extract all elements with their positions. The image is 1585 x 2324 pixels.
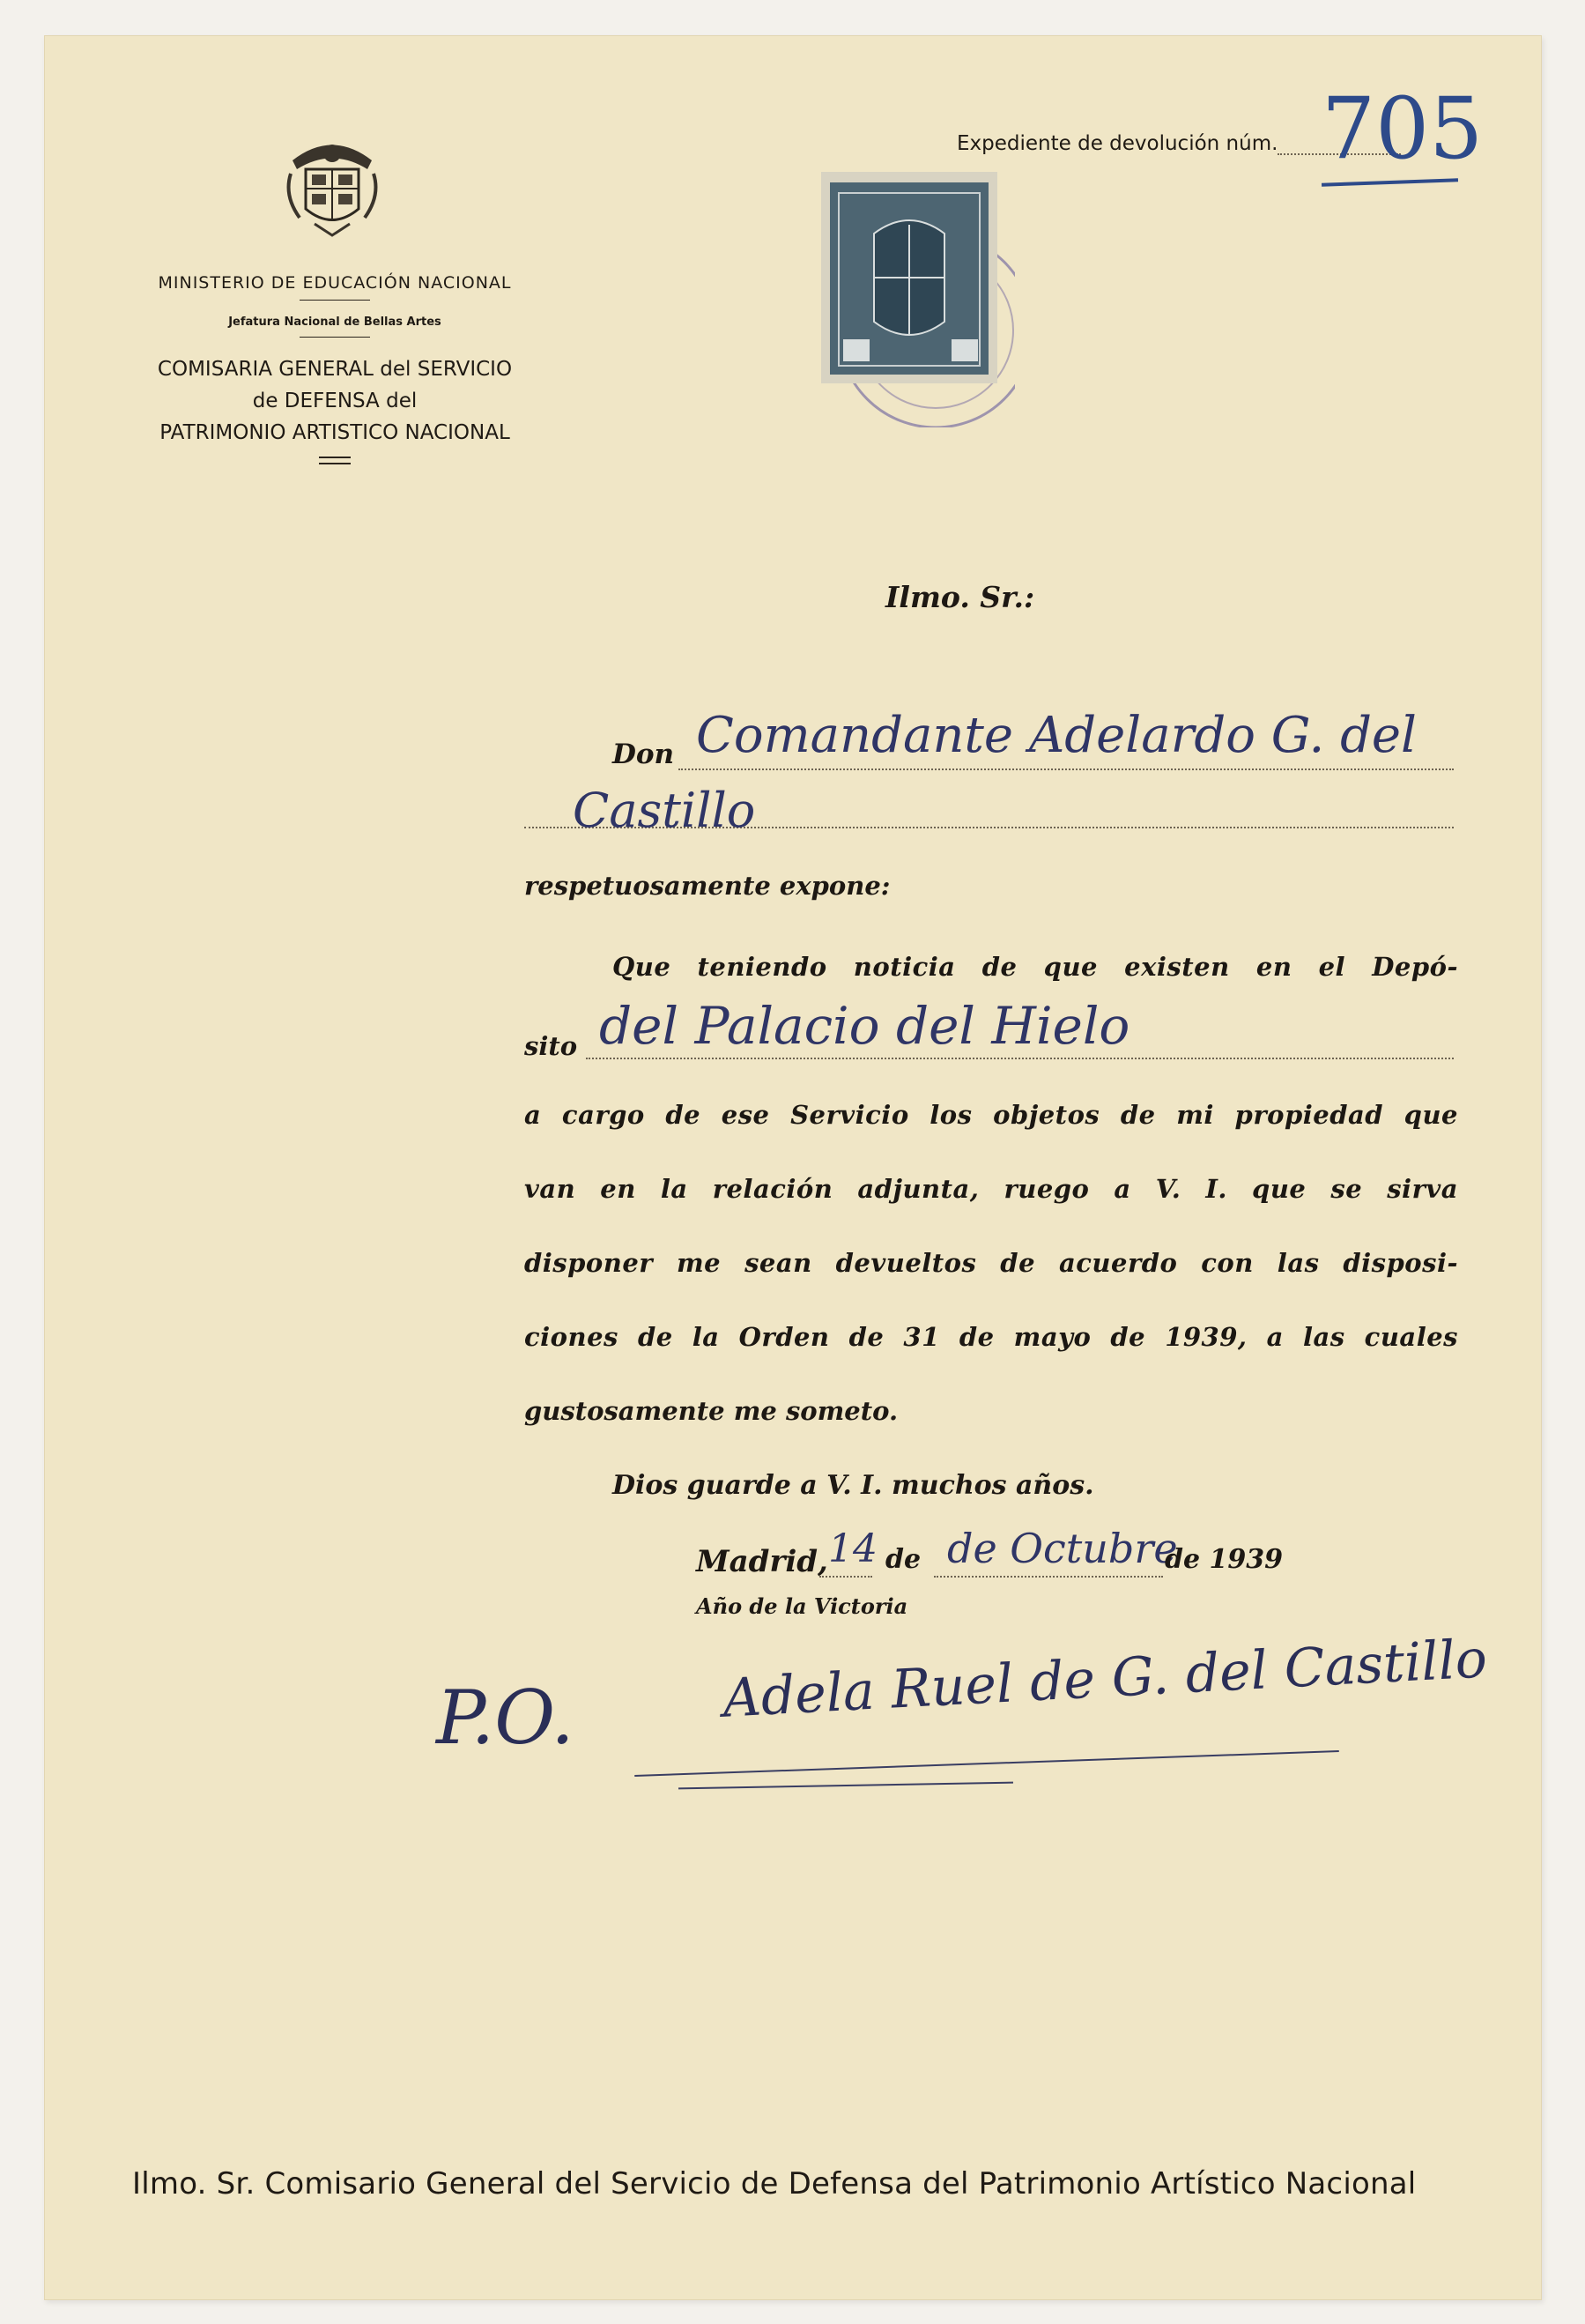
paragraph-line-7: gustosamente me someto.: [524, 1396, 899, 1426]
number-underline: [1322, 178, 1458, 186]
month-dotted-line: [934, 1576, 1163, 1578]
ministry-name: MINISTERIO DE EDUCACIÓN NACIONAL: [158, 273, 512, 293]
paragraph-line-5: disponer me sean devueltos de acuerdo con las disposi-: [524, 1248, 1458, 1278]
paragraph-line-3: a cargo de ese Servicio los objetos de mi propiedad que: [524, 1100, 1458, 1130]
year-text: de 1939: [1165, 1544, 1284, 1575]
month-handwritten: de Octubre: [947, 1525, 1178, 1572]
year-note: Año de la Victoria: [696, 1593, 908, 1619]
coat-of-arms-icon: [284, 134, 381, 240]
expediente-number: 705: [1322, 79, 1484, 178]
name-handwritten-1: Comandante Adelardo G. del: [696, 707, 1417, 764]
signature-stroke: [634, 1750, 1339, 1777]
expone-text: respetuosamente expone:: [524, 871, 891, 901]
signature: Adela Ruel de G. del Castillo: [721, 1628, 1489, 1730]
don-label: Don: [612, 739, 675, 770]
name-dotted-line-1: [678, 768, 1454, 770]
addressee-footer: Ilmo. Sr. Comisario General del Servicio de Defensa del Patrimonio Artístico Nacional: [132, 2166, 1417, 2201]
paragraph-sito: sito: [524, 1031, 578, 1061]
po-handwritten: P.O.: [436, 1674, 574, 1761]
deposit-dotted-line: [586, 1058, 1454, 1059]
day-handwritten: 14: [828, 1526, 878, 1571]
salutation: Ilmo. Sr.:: [885, 580, 1035, 614]
revenue-stamp: [804, 172, 1015, 427]
commission-line-3: PATRIMONIO ARTISTICO NACIONAL: [159, 421, 510, 444]
commission-line-1: COMISARIA GENERAL del SERVICIO: [157, 358, 513, 381]
paragraph-line-6: ciones de la Orden de 31 de mayo de 1939, a las cuales: [524, 1322, 1458, 1352]
de-text: de: [885, 1544, 922, 1575]
signature-stroke: [678, 1782, 1013, 1790]
header-divider: [300, 300, 370, 301]
name-handwritten-2: Castillo: [573, 783, 756, 838]
department-name: Jefatura Nacional de Bellas Artes: [228, 316, 441, 329]
deposit-handwritten: del Palacio del Hielo: [599, 996, 1130, 1056]
place-text: Madrid,: [696, 1544, 828, 1579]
commission-line-2: de DEFENSA del: [252, 390, 418, 412]
day-dotted-line: [819, 1576, 872, 1578]
document-page: [44, 35, 1542, 2300]
expediente-label: Expediente de devolución núm.: [957, 132, 1278, 155]
closing-text: Dios guarde a V. I. muchos años.: [612, 1470, 1094, 1501]
paragraph-line-4: van en la relación adjunta, ruego a V. I. que se sirva: [524, 1174, 1458, 1204]
paragraph-line-1: Que teniendo noticia de que existen en el Depó-: [612, 952, 1458, 982]
header-divider: [300, 337, 370, 338]
double-rule: [319, 457, 351, 464]
